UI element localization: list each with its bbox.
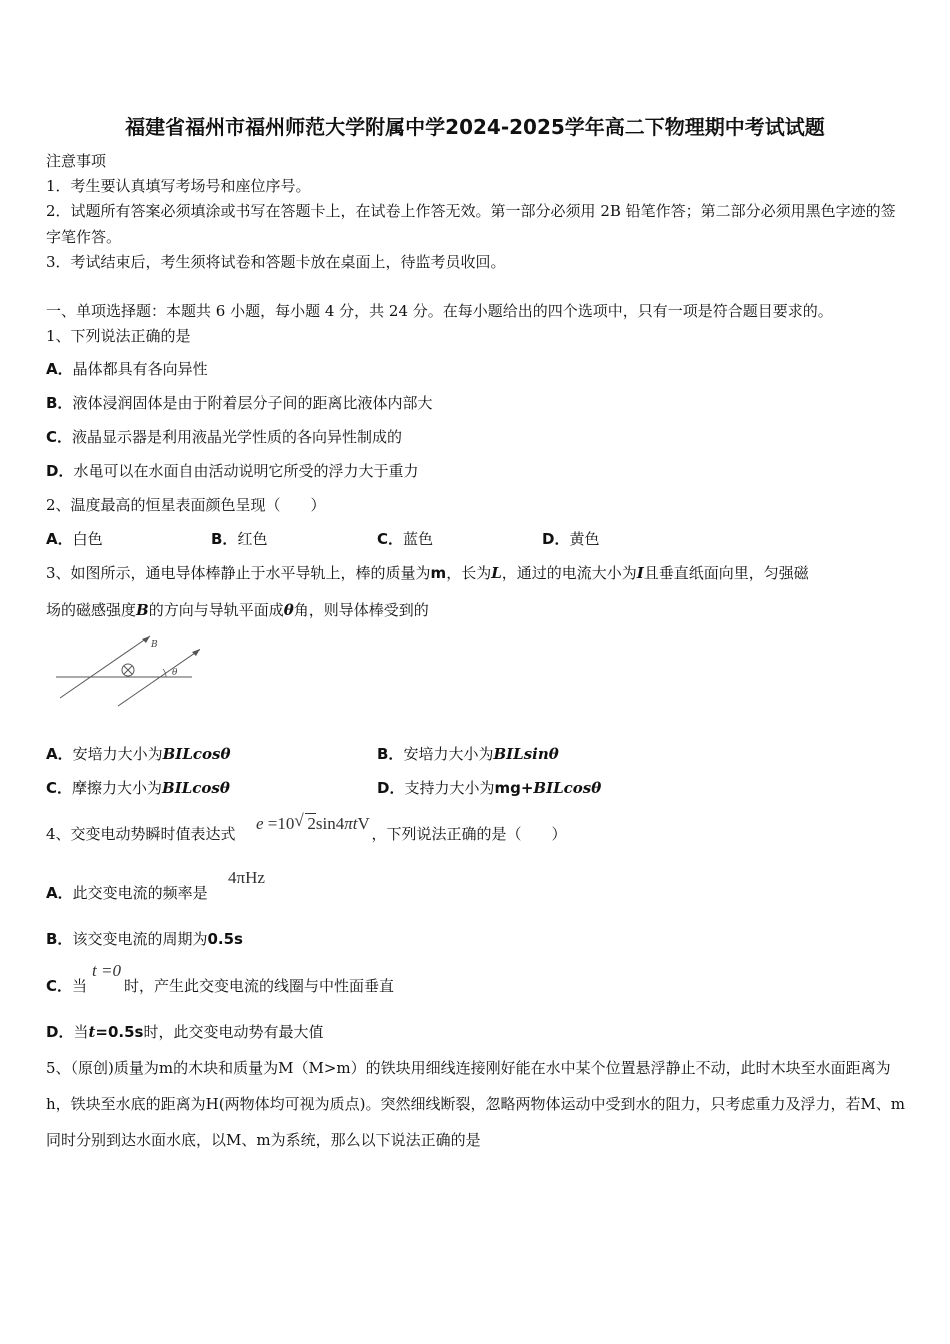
formula-unit: V	[357, 814, 370, 833]
figure-label-b: B	[151, 640, 158, 650]
option-text: 液晶显示器是利用液晶光学性质的各向异性制成的	[72, 428, 403, 446]
option-text: 时，此交变电动势有最大值	[143, 1023, 324, 1041]
formula-pi: π	[344, 814, 353, 833]
q4-formula	[256, 811, 370, 834]
option-text: 当	[73, 1023, 89, 1041]
q2-option-d	[542, 529, 599, 549]
q3-text: 的方向与导轨平面成	[148, 601, 284, 619]
arrow-icon	[192, 649, 200, 656]
notice-heading: 注意事项	[46, 152, 107, 170]
option-text: 摩擦力大小为	[72, 779, 163, 797]
notice-item-3: 3．考试结束后，考生须将试卷和答题卡放在桌面上，待监考员收回。	[46, 253, 506, 271]
formula-part: sin4	[315, 814, 345, 833]
option-label: B．	[377, 745, 404, 763]
option-text: 液体浸润固体是由于附着层分子间的距离比液体内部大	[72, 394, 433, 412]
option-label: A．	[46, 530, 73, 548]
q1-stem: 1、下列说法正确的是	[46, 327, 191, 345]
formula-var-e: e	[256, 814, 264, 833]
q1-option-d	[46, 461, 418, 481]
q3-var-theta: θ	[283, 601, 294, 619]
q3-text: 且垂直纸面向里，匀强磁	[643, 564, 809, 582]
q4-option-c-value: t =0	[92, 961, 121, 980]
notice-item-1: 1．考生要认真填写考场号和座位序号。	[46, 177, 311, 195]
option-text: 时，产生此交变电流的线圈与中性面垂直	[124, 977, 395, 995]
arrow-icon	[142, 636, 150, 643]
q3-text: 角，则导体棒受到的	[293, 601, 429, 619]
option-label: B．	[46, 394, 73, 412]
option-expr: BILsinθ	[493, 745, 559, 763]
q3-var-b: B	[136, 601, 149, 619]
q3-text: 场的磁感强度	[46, 601, 137, 619]
option-label: A．	[46, 360, 73, 378]
option-text: 当	[72, 977, 88, 995]
option-text: 安培力大小为	[403, 745, 494, 763]
q3-option-b	[377, 744, 559, 764]
option-label: A．	[46, 884, 73, 902]
q1-option-b	[46, 393, 432, 413]
radical-sign: √	[294, 811, 304, 830]
figure-label-theta: θ	[172, 668, 178, 678]
q2-option-c	[377, 529, 433, 549]
section-heading: 一、单项选择题：本题共 6 小题，每小题 4 分，共 24 分。在每小题给出的四个选项中，只有一项是符合题目要求的。	[46, 302, 833, 320]
q3-figure	[50, 630, 200, 710]
option-text: 该交变电流的周期为	[72, 930, 208, 948]
q3-option-c	[46, 778, 230, 798]
q3-text: 3、如图所示，通电导体棒静止于水平导轨上，棒的质量为	[46, 564, 431, 582]
option-text: 此交变电流的频率是	[72, 884, 208, 902]
q4-text: ，下列说法正确的是（ ）	[371, 825, 567, 843]
q2-stem: 2、温度最高的恒星表面颜色呈现（ ）	[46, 496, 326, 514]
option-text: 水黾可以在水面自由活动说明它所受的浮力大于重力	[73, 462, 419, 480]
page-title: 福建省福州市福州师范大学附属中学2024-2025学年高二下物理期中考试试题	[125, 115, 825, 139]
option-label: C．	[46, 428, 73, 446]
q1-option-c	[46, 427, 402, 447]
q5-stem: 5、（原创)质量为m的木块和质量为M（M>m）的铁块用细线连接刚好能在水中某个位置悬浮静止不动，此时木块至水面距离为h，铁块至水底的距离为H(两物体均可视为质点)。突然细线断裂，忽略两物体运动中受到水的阻力，只考虑重力及浮力，若M、m同时分别到达水面水底，以M、m为系统，那么以下说法正确的是	[46, 1059, 906, 1149]
option-text: 晶体都具有各向异性	[72, 360, 208, 378]
q2-option-b	[211, 529, 267, 549]
q3-var-l: L	[491, 564, 502, 582]
q3-var-m: m	[430, 564, 447, 582]
sqrt-symbol	[294, 811, 316, 833]
option-label: C．	[46, 779, 73, 797]
option-label: D．	[377, 779, 405, 797]
option-text: 蓝色	[403, 530, 434, 548]
q4-text: 4、交变电动势瞬时值表达式	[46, 825, 236, 843]
q2-option-a	[46, 529, 103, 549]
option-text: 红色	[237, 530, 268, 548]
formula-part: 2	[307, 814, 316, 833]
option-value: 0.5s	[207, 930, 243, 948]
option-text: 白色	[72, 530, 103, 548]
q3-text: ，通过的电流大小为	[501, 564, 637, 582]
q4-option-a-value: 4πHz	[228, 868, 265, 887]
option-text: 支持力大小为	[404, 779, 495, 797]
option-text: 安培力大小为	[72, 745, 163, 763]
notice-item-2: 2．试题所有答案必须填涂或书写在答题卡上，在试卷上作答无效。第一部分必须用 2B 铅笔作答；第二部分必须用黑色字迹的签字笔作答。	[46, 202, 896, 246]
q3-stem-line2	[46, 600, 429, 620]
option-expr: BILcosθ	[162, 745, 231, 763]
option-label: D．	[46, 462, 74, 480]
q3-text: ，长为	[446, 564, 492, 582]
option-label: D．	[46, 1023, 74, 1041]
q4-option-d	[46, 1022, 324, 1042]
option-label: B．	[211, 530, 238, 548]
option-expr: BILcosθ	[533, 779, 602, 797]
q3-option-a	[46, 744, 230, 764]
option-expr-plain: mg+	[494, 779, 534, 797]
option-label: D．	[542, 530, 570, 548]
formula-var-t: t	[352, 814, 358, 833]
angle-arc	[163, 669, 166, 677]
option-label: A．	[46, 745, 73, 763]
formula-part: =10	[263, 814, 295, 833]
q3-var-i: I	[636, 564, 644, 582]
option-var-t: t	[88, 1023, 96, 1041]
q4-option-a	[46, 883, 208, 903]
rail-line-1	[60, 636, 150, 698]
option-label: B．	[46, 930, 73, 948]
q1-option-a	[46, 359, 208, 379]
option-label: C．	[377, 530, 404, 548]
q4-option-b	[46, 929, 243, 949]
option-text: 黄色	[569, 530, 600, 548]
q3-stem-line1	[46, 563, 809, 583]
option-value: =0.5s	[95, 1023, 144, 1041]
option-expr: BILcosθ	[162, 779, 230, 797]
q3-option-d	[377, 778, 601, 798]
option-label: C．	[46, 977, 73, 995]
